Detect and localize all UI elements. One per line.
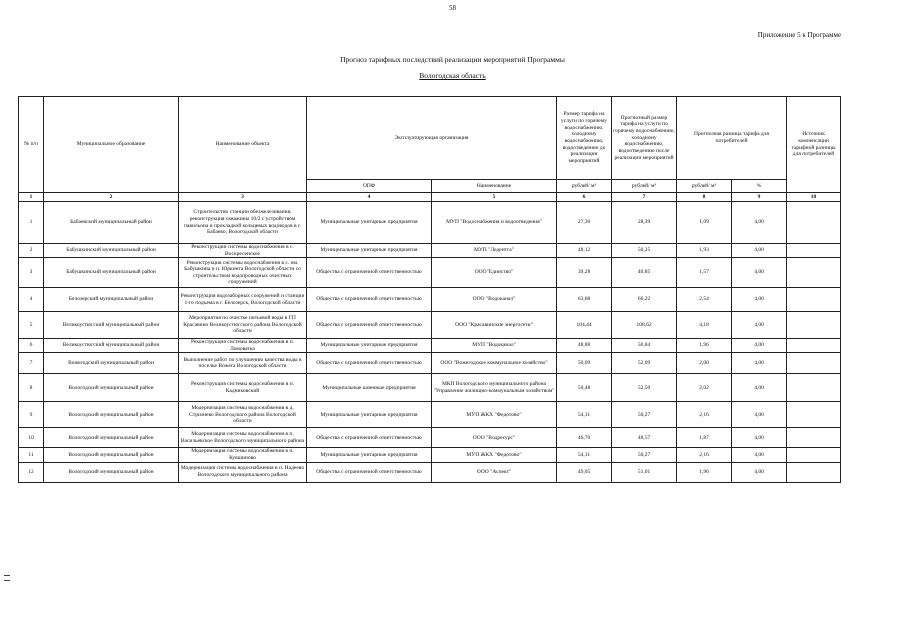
tariff-forecast-table <box>18 96 841 483</box>
difference-percent-cell: 4,00 <box>732 428 787 448</box>
compensation-source-cell <box>787 374 841 402</box>
municipality-cell: Великоустюгский муниципальный район <box>44 339 179 353</box>
compensation-source-cell <box>787 462 841 482</box>
tariff-size-cell: 104,44 <box>557 312 612 339</box>
table-row <box>19 312 841 339</box>
municipality-cell: Вологодский муниципальный район <box>44 402 179 428</box>
difference-percent-cell: 4,00 <box>732 288 787 312</box>
opf-cell: Общества с ограниченной ответственностью <box>307 288 432 312</box>
tariff-forecast-cell: 56,27 <box>612 448 677 462</box>
header-municipality: Муниципальное образование <box>44 97 179 193</box>
tariff-forecast-cell: 51,01 <box>612 462 677 482</box>
difference-percent-cell: 4,00 <box>732 258 787 288</box>
header-name: Наименование <box>432 180 557 193</box>
difference-percent-cell: 4,00 <box>732 462 787 482</box>
municipality-cell: Вологодский муниципальный район <box>44 428 179 448</box>
operator-name-cell: ООО"Единство" <box>432 258 557 288</box>
object-cell: Реконструкция водозаборных сооружений и станции 1-го подъема в г. Белозерск, Вологодской области <box>179 288 307 312</box>
tariff-size-cell: 48,12 <box>557 244 612 258</box>
difference-rub-cell: 2,16 <box>677 402 732 428</box>
table-row <box>19 462 841 482</box>
tariff-forecast-cell: 28,39 <box>612 202 677 244</box>
header-tariff-size: Размер тарифа на услуги по горячему водоснабжению, холодному водоснабжению, водоотведению до реализации мероприятий <box>557 97 612 180</box>
col-number: 10 <box>787 193 841 202</box>
page-number: 58 <box>449 4 456 12</box>
tariff-forecast-cell: 52,09 <box>612 353 677 374</box>
table-row <box>19 374 841 402</box>
col-number: 9 <box>732 193 787 202</box>
tariff-size-cell: 50,48 <box>557 374 612 402</box>
row-number: 10 <box>19 428 44 448</box>
tariff-forecast-cell: 50,84 <box>612 339 677 353</box>
column-number-row <box>19 193 841 202</box>
tariff-forecast-cell: 50,25 <box>612 244 677 258</box>
object-cell: Строительство станции обезжелезивания, реконструкция скважины 10/2 с устройством павильона и прокладкой кольцевых водоводов в г. Бабаево, Вологодской области <box>179 202 307 244</box>
tariff-forecast-cell: 66,22 <box>612 288 677 312</box>
tariff-size-cell: 46,70 <box>557 428 612 448</box>
difference-rub-cell: 1,96 <box>677 339 732 353</box>
opf-cell: Общества с ограниченной ответственностью <box>307 462 432 482</box>
difference-percent-cell: 4,00 <box>732 244 787 258</box>
operator-name-cell: ООО "Вожегодское коммунальное хозяйство" <box>432 353 557 374</box>
header-num: № п/п <box>19 97 44 193</box>
opf-cell: Общества с ограниченной ответственностью <box>307 353 432 374</box>
difference-percent-cell: 4,00 <box>732 448 787 462</box>
compensation-source-cell <box>787 402 841 428</box>
difference-rub-cell: 1,93 <box>677 244 732 258</box>
header-unit-forecast: рублей/ м³ <box>612 180 677 193</box>
opf-cell: Муниципальные унитарные предприятия <box>307 339 432 353</box>
header-tariff-forecast: Прогнозный размер тарифа на услуги по горячему водоснабжению, холодному водоснабжению, водоотведению после реализации мероприятий <box>612 97 677 180</box>
operator-name-cell: МУП "Водоканал" <box>432 339 557 353</box>
row-number: 12 <box>19 462 44 482</box>
tariff-size-cell: 50,09 <box>557 353 612 374</box>
table-row <box>19 402 841 428</box>
row-number: 5 <box>19 312 44 339</box>
row-number: 7 <box>19 353 44 374</box>
opf-cell: Муниципальные унитарные предприятия <box>307 202 432 244</box>
row-number: 1 <box>19 202 44 244</box>
col-number: 7 <box>612 193 677 202</box>
tariff-size-cell: 49,05 <box>557 462 612 482</box>
municipality-cell: Белозерский муниципальный район <box>44 288 179 312</box>
row-number: 2 <box>19 244 44 258</box>
tariff-forecast-cell: 108,62 <box>612 312 677 339</box>
tariff-size-cell: 63,68 <box>557 288 612 312</box>
operator-name-cell: ООО "Водоканал" <box>432 288 557 312</box>
table-row <box>19 339 841 353</box>
col-number: 2 <box>44 193 179 202</box>
compensation-source-cell <box>787 312 841 339</box>
col-number: 8 <box>677 193 732 202</box>
col-number: 4 <box>307 193 432 202</box>
tariff-size-cell: 48,88 <box>557 339 612 353</box>
municipality-cell: Бабушкинский муниципальный район <box>44 258 179 288</box>
appendix-label: Приложение 5 к Программе <box>757 31 841 39</box>
header-opf: ОПФ <box>307 180 432 193</box>
municipality-cell: Вологодский муниципальный район <box>44 448 179 462</box>
col-number: 1 <box>19 193 44 202</box>
header-object: Наименование объекта <box>179 97 307 193</box>
compensation-source-cell <box>787 244 841 258</box>
difference-percent-cell: 4,00 <box>732 202 787 244</box>
table-row <box>19 288 841 312</box>
margin-mark <box>4 580 10 581</box>
row-number: 9 <box>19 402 44 428</box>
header-unit-tariff: рублей/ м³ <box>557 180 612 193</box>
object-cell: Реконструкция системы водоснабжения в п. Ломоватка <box>179 339 307 353</box>
opf-cell: Общества с ограниченной ответственностью <box>307 312 432 339</box>
object-cell: Модернизация системы водоснабжения в д. Стризнево Вологодского района Вологодской области <box>179 402 307 428</box>
municipality-cell: Вожегодский муниципальный район <box>44 353 179 374</box>
document-title: Прогноз тарифных последствий реализации мероприятий Программы <box>340 55 565 64</box>
municipality-cell: Великоустюгский муниципальный район <box>44 312 179 339</box>
header-operator: Эксплуатирующая организация <box>307 97 557 180</box>
tariff-forecast-cell: 40,85 <box>612 258 677 288</box>
table-row <box>19 353 841 374</box>
header-percent: % <box>732 180 787 193</box>
difference-percent-cell: 4,00 <box>732 339 787 353</box>
table-row <box>19 202 841 244</box>
tariff-forecast-cell: 52,50 <box>612 374 677 402</box>
object-cell: Реконструкция системы водоснабжения в п. Кадниковский <box>179 374 307 402</box>
margin-mark <box>4 575 10 576</box>
operator-name-cell: ООО "Аспект" <box>432 462 557 482</box>
difference-rub-cell: 1,87 <box>677 428 732 448</box>
table-row <box>19 448 841 462</box>
operator-name-cell: МУП "Водоснабжения и водоотведения" <box>432 202 557 244</box>
col-number: 3 <box>179 193 307 202</box>
municipality-cell: Бабаевский муниципальный район <box>44 202 179 244</box>
header-unit-diff: рублей/ м³ <box>677 180 732 193</box>
region-heading <box>0 71 905 80</box>
operator-name-cell: МУП ЖКХ "Федотово" <box>432 402 557 428</box>
opf-cell: Муниципальные унитарные предприятия <box>307 448 432 462</box>
operator-name-cell: МКП Вологодского муниципального района "Управление жилищно-коммунальным хозяйством" <box>432 374 557 402</box>
difference-percent-cell: 4,00 <box>732 402 787 428</box>
row-number: 4 <box>19 288 44 312</box>
difference-rub-cell: 1,09 <box>677 202 732 244</box>
object-cell: Модернизация системы водоснабжения в п. Надеево Вологодского муниципального района <box>179 462 307 482</box>
operator-name-cell: МУП ЖКХ "Федотово" <box>432 448 557 462</box>
municipality-cell: Бабушкинский муниципальный район <box>44 244 179 258</box>
municipality-cell: Вологодский муниципальный район <box>44 374 179 402</box>
compensation-source-cell <box>787 448 841 462</box>
difference-rub-cell: 4,18 <box>677 312 732 339</box>
object-cell: Мероприятия по очистке питьевой воды в ГП Красавино Великоустюгского района Вологодской области <box>179 312 307 339</box>
tariff-forecast-cell: 48,57 <box>612 428 677 448</box>
opf-cell: Общества с ограниченной ответственностью <box>307 258 432 288</box>
object-cell: Реконструкция системы водоснабжения в с. Воскресенское <box>179 244 307 258</box>
table-row <box>19 258 841 288</box>
opf-cell: Общества с ограниченной ответственностью <box>307 428 432 448</box>
table-row <box>19 244 841 258</box>
compensation-source-cell <box>787 339 841 353</box>
row-number: 3 <box>19 258 44 288</box>
operator-name-cell: ООО "Водресурс" <box>432 428 557 448</box>
compensation-source-cell <box>787 353 841 374</box>
operator-name-cell: МУП "Ледентга" <box>432 244 557 258</box>
difference-percent-cell: 4,00 <box>732 353 787 374</box>
difference-percent-cell: 4,00 <box>732 374 787 402</box>
compensation-source-cell <box>787 428 841 448</box>
table-row <box>19 428 841 448</box>
difference-rub-cell: 2,00 <box>677 353 732 374</box>
difference-rub-cell: 2,02 <box>677 374 732 402</box>
object-cell: Модернизация системы водоснабжения в п. Кувшиново <box>179 448 307 462</box>
region-name: Вологодская область <box>419 71 486 80</box>
tariff-forecast-cell: 56,27 <box>612 402 677 428</box>
compensation-source-cell <box>787 258 841 288</box>
opf-cell: Муниципальные унитарные предприятия <box>307 402 432 428</box>
row-number: 11 <box>19 448 44 462</box>
header-difference: Прогнозная разница тарифа для потребителей <box>677 97 787 180</box>
operator-name-cell: ООО "Красавинские энергосети" <box>432 312 557 339</box>
tariff-size-cell: 54,11 <box>557 448 612 462</box>
tariff-size-cell: 27,30 <box>557 202 612 244</box>
object-cell: Модернизация системы водоснабжения в п. Васильевское Вологодского муниципального района <box>179 428 307 448</box>
municipality-cell: Вологодский муниципальный район <box>44 462 179 482</box>
tariff-size-cell: 54,11 <box>557 402 612 428</box>
object-cell: Реконструкция системы водоснабжения в с. им. Бабушкина и п. Юркинга Вологодской области со строительством водопроводных очистных сооружений <box>179 258 307 288</box>
object-cell: Выполнение работ по улучшению качества воды в поселке Вожега Вологодской области <box>179 353 307 374</box>
opf-cell: Муниципальные казенные предприятия <box>307 374 432 402</box>
difference-percent-cell: 4,00 <box>732 312 787 339</box>
header-source: Источник компенсации тарифной разницы для потребителей <box>787 97 841 193</box>
col-number: 6 <box>557 193 612 202</box>
difference-rub-cell: 2,54 <box>677 288 732 312</box>
row-number: 6 <box>19 339 44 353</box>
compensation-source-cell <box>787 202 841 244</box>
tariff-size-cell: 39,28 <box>557 258 612 288</box>
difference-rub-cell: 1,57 <box>677 258 732 288</box>
col-number: 5 <box>432 193 557 202</box>
difference-rub-cell: 2,16 <box>677 448 732 462</box>
row-number: 8 <box>19 374 44 402</box>
compensation-source-cell <box>787 288 841 312</box>
difference-rub-cell: 1,96 <box>677 462 732 482</box>
opf-cell: Муниципальные унитарные предприятия <box>307 244 432 258</box>
